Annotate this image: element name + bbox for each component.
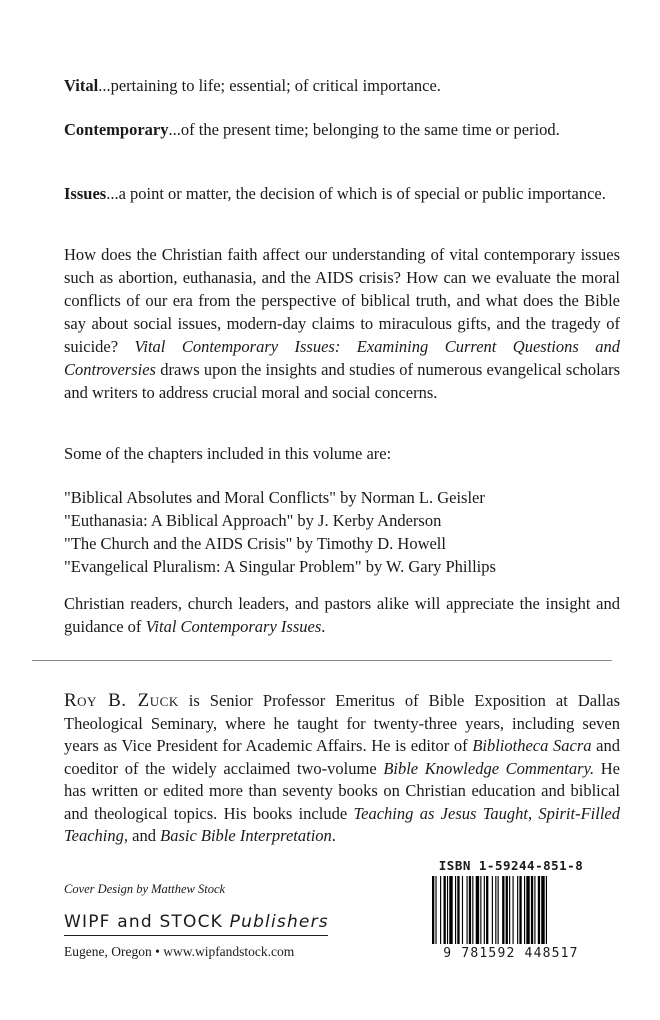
barcode-bar (484, 876, 485, 944)
barcode-bar (538, 876, 540, 944)
isbn-label: ISBN 1-59244-851-8 (438, 858, 584, 873)
bio-text: He has written or edited more than seventy books on Christian education and biblical and theological topics. His books include (64, 758, 620, 823)
publisher-location: Eugene, Oregon • www.wipfandstock.com (64, 944, 295, 959)
barcode-bar (444, 876, 446, 944)
book-title-italic: Vital Contemporary Issues (145, 617, 322, 636)
chapter-item: "Biblical Absolutes and Moral Conflicts" by Norman L. Geisler (64, 488, 485, 507)
barcode-bar (435, 876, 436, 944)
barcode-bar (524, 876, 525, 944)
publisher-name (64, 912, 328, 936)
barcode-bar (447, 876, 448, 944)
publisher-suffix: Publishers (229, 912, 329, 932)
barcode-number: 9 781592 448517 (443, 946, 579, 961)
isbn-barcode (426, 858, 596, 966)
definition-issues (64, 182, 620, 205)
barcode-bar (467, 876, 468, 944)
chapter-item: "Evangelical Pluralism: A Singular Problem" by W. Gary Phillips (64, 557, 496, 576)
barcode-bar (531, 876, 533, 944)
definition-text: ...of the present time; belonging to the same time or period. (168, 120, 560, 139)
bio-italic: Bible Knowledge Commentary. (383, 758, 595, 778)
barcode-bar (513, 876, 514, 944)
chapters-intro: Some of the chapters included in this volume are: (64, 444, 392, 463)
author-bio (64, 690, 620, 848)
description-paragraph (64, 243, 620, 404)
divider (32, 660, 612, 661)
bio-text: and (128, 826, 161, 845)
barcode-bar (517, 876, 518, 944)
definition-vital (64, 74, 620, 97)
definition-term: Vital (64, 76, 99, 95)
publisher-name-text: WIPF and STOCK (64, 912, 224, 932)
chapter-item: "The Church and the AIDS Crisis" by Timothy D. Howell (64, 534, 446, 553)
definition-term: Issues (64, 184, 107, 203)
book-title-italic: Vital Contemporary Issues: Examining Current Questions and Controversies (64, 337, 621, 379)
barcode-bar (534, 876, 535, 944)
barcode-bar (476, 876, 479, 944)
cover-credit: Cover Design by Matthew Stock (64, 882, 226, 896)
chapter-item: "Euthanasia: A Biblical Approach" by J. Kerby Anderson (64, 511, 442, 530)
author-name: Roy B. Zuck (64, 690, 179, 711)
chapter-list (64, 486, 620, 578)
bio-italic: Basic Bible Interpretation (160, 826, 332, 845)
definition-contemporary (64, 118, 620, 141)
barcode-bar (462, 876, 463, 944)
description-text-end: draws upon the insights and studies of numerous evangelical scholars and writers to address crucial moral and social concerns. (64, 360, 620, 402)
barcode-bar (546, 876, 547, 944)
barcode-bar (541, 876, 544, 944)
closing-text: Christian readers, church leaders, and pastors alike will appreciate the insight and guidance of (64, 594, 620, 636)
barcode-bar (498, 876, 499, 944)
barcode-bar (495, 876, 496, 944)
bio-text: and coeditor of the widely acclaimed two-volume (64, 736, 621, 778)
definition-term: Contemporary (64, 120, 169, 139)
barcode-bar (509, 876, 510, 944)
barcode-bar (432, 876, 434, 944)
barcode-bar (480, 876, 481, 944)
barcode-bar (492, 876, 493, 944)
barcode-bar (449, 876, 452, 944)
barcode-bar (457, 876, 459, 944)
barcode-icon (426, 876, 596, 946)
definition-text: ...pertaining to life; essential; of critical importance. (98, 76, 441, 95)
barcode-bar (455, 876, 456, 944)
barcode-bar (469, 876, 471, 944)
bio-italic: Bibliotheca Sacra (472, 736, 592, 755)
barcode-bar (502, 876, 504, 944)
bio-italic: Teaching as Jesus Taught, Spirit-Filled Teaching, (64, 803, 621, 845)
barcode-bar (519, 876, 521, 944)
closing-end: . (321, 617, 326, 636)
barcode-bar (486, 876, 488, 944)
bio-text: is Senior Professor Emeritus of Bible Exposition at Dallas Theological Seminary, where he taught for twenty-three years, including seven years as Vice President for Academic Affairs. He is editor of (64, 691, 620, 755)
bio-text: . (331, 826, 336, 845)
closing-paragraph (64, 592, 620, 638)
definition-text: ...a point or matter, the decision of which is of special or public importance. (106, 184, 606, 203)
barcode-bar (506, 876, 508, 944)
barcode-bar (440, 876, 441, 944)
barcode-bar (526, 876, 529, 944)
barcode-bar (472, 876, 473, 944)
description-text: How does the Christian faith affect our understanding of vital contemporary issues such as abortion, euthanasia, and the AIDS crisis? How can we evaluate the moral conflicts of our era from the perspective of biblical truth, and what does the Bible say about social issues, modern-day claims to miraculous gifts, and the tragedy of suicide? (64, 245, 620, 356)
